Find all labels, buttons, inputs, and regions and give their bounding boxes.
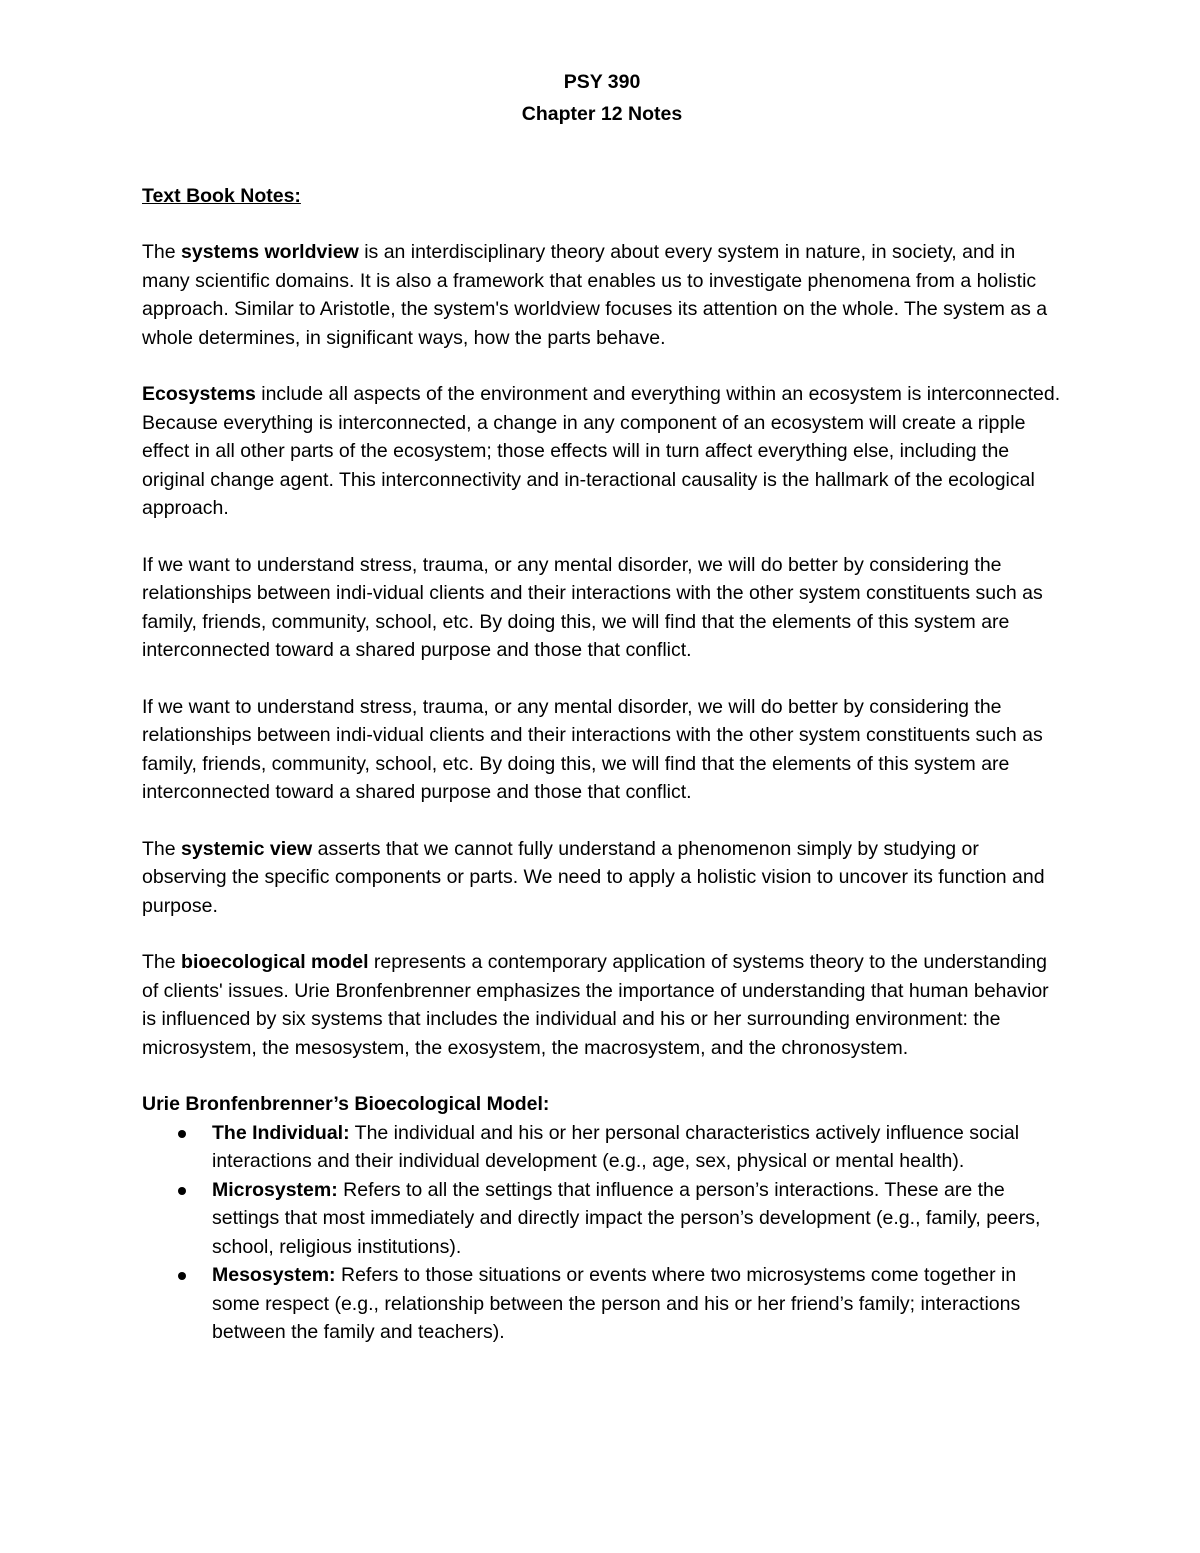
- paragraph-systems-worldview: [142, 238, 1062, 352]
- title-block: [142, 66, 1062, 130]
- paragraph-text: represents a contemporary application of systems theory to the understanding of clients' issues. Urie Bronfenbrenner emphasizes the importance of understanding that human behavior is influenced by six systems that includes the individual and his or her surrounding environment: the microsystem, the mesosystem, the exosystem, the macrosystem, and the chronosystem.: [142, 951, 1049, 1059]
- paragraph-lead: The: [142, 837, 182, 860]
- bullet-term: Microsystem:: [212, 1178, 338, 1201]
- paragraph-lead: The: [142, 951, 182, 973]
- paragraph-lead: The: [142, 241, 182, 263]
- paragraph-text: include all aspects of the environment and everything within an ecosystem is interconnected. Because everything is interconnected, a change in any component of an ecosystem will create a ripple effect in all other parts of the ecosystem; those effects will in turn affect everything else, including the original change agent. This interconnectivity and in-teractional causality is the hallmark of the ecological approach.: [142, 383, 1061, 519]
- chapter-title: Chapter 12 Notes: [521, 103, 683, 125]
- term-systems-worldview: systems worldview: [181, 241, 359, 263]
- bullet-item-microsystem: [142, 1176, 1062, 1262]
- paragraph-stress-1: If we want to understand stress, trauma, or any mental disorder, we will do better by considering the relationships between indi-vidual clients and their interactions with the other system constituents such as family, friends, community, school, etc. By doing this, we will find that the elements of this system are interconnected toward a shared purpose and those that conflict.: [142, 553, 1043, 661]
- model-bullet-list: [142, 1119, 1062, 1347]
- model-heading: Urie Bronfenbrenner’s Bioecological Model:: [142, 1093, 550, 1115]
- paragraph-text: is an interdisciplinary theory about every system in nature, in society, and in many scientific domains. It is also a framework that enables us to investigate phenomena from a holistic approach. Similar to Aristotle, the system's worldview focuses its attention on the whole. The system as a whole determines, in significant ways, how the parts behave.: [142, 241, 1048, 349]
- document-page: [142, 66, 1062, 1347]
- bullet-text: Refers to all the settings that influence a person’s interactions. These are the settings that most immediately and directly impact the person’s development (e.g., family, peers, school, religious institutions).: [212, 1178, 1041, 1258]
- bullet-term: The Individual:: [212, 1121, 350, 1144]
- term-bioecological-model: bioecological model: [181, 951, 369, 973]
- course-title: PSY 390: [563, 71, 641, 93]
- paragraph-systemic-view: [142, 835, 1062, 921]
- bullet-item-mesosystem: [142, 1261, 1062, 1347]
- section-heading: Text Book Notes:: [142, 185, 301, 207]
- bullet-text: Refers to those situations or events where two microsystems come together in some respect (e.g., relationship between the person and his or her friend’s family; interactions between the family and teachers).: [212, 1264, 1021, 1343]
- paragraph-bioecological-model: [142, 948, 1062, 1062]
- bullet-item-individual: [142, 1119, 1062, 1176]
- paragraph-stress-2: If we want to understand stress, trauma, or any mental disorder, we will do better by considering the relationships between indi-vidual clients and their interactions with the other system constituents such as family, friends, community, school, etc. By doing this, we will find that the elements of this system are interconnected toward a shared purpose and those that conflict.: [142, 695, 1043, 803]
- paragraph-ecosystems: [142, 380, 1062, 523]
- bullet-dot-icon: [178, 1272, 186, 1280]
- paragraph-text: asserts that we cannot fully understand a phenomenon simply by studying or observing the specific components or parts. We need to apply a holistic vision to uncover its function and purpose.: [142, 837, 1045, 917]
- bullet-dot-icon: [178, 1187, 186, 1195]
- term-ecosystems: Ecosystems: [142, 383, 256, 405]
- bullet-term: Mesosystem:: [212, 1264, 336, 1286]
- term-systemic-view: systemic view: [181, 837, 313, 860]
- bullet-dot-icon: [178, 1130, 186, 1138]
- bullet-text: The individual and his or her personal characteristics actively influence social interactions and their individual development (e.g., age, sex, physical or mental health).: [212, 1121, 1020, 1172]
